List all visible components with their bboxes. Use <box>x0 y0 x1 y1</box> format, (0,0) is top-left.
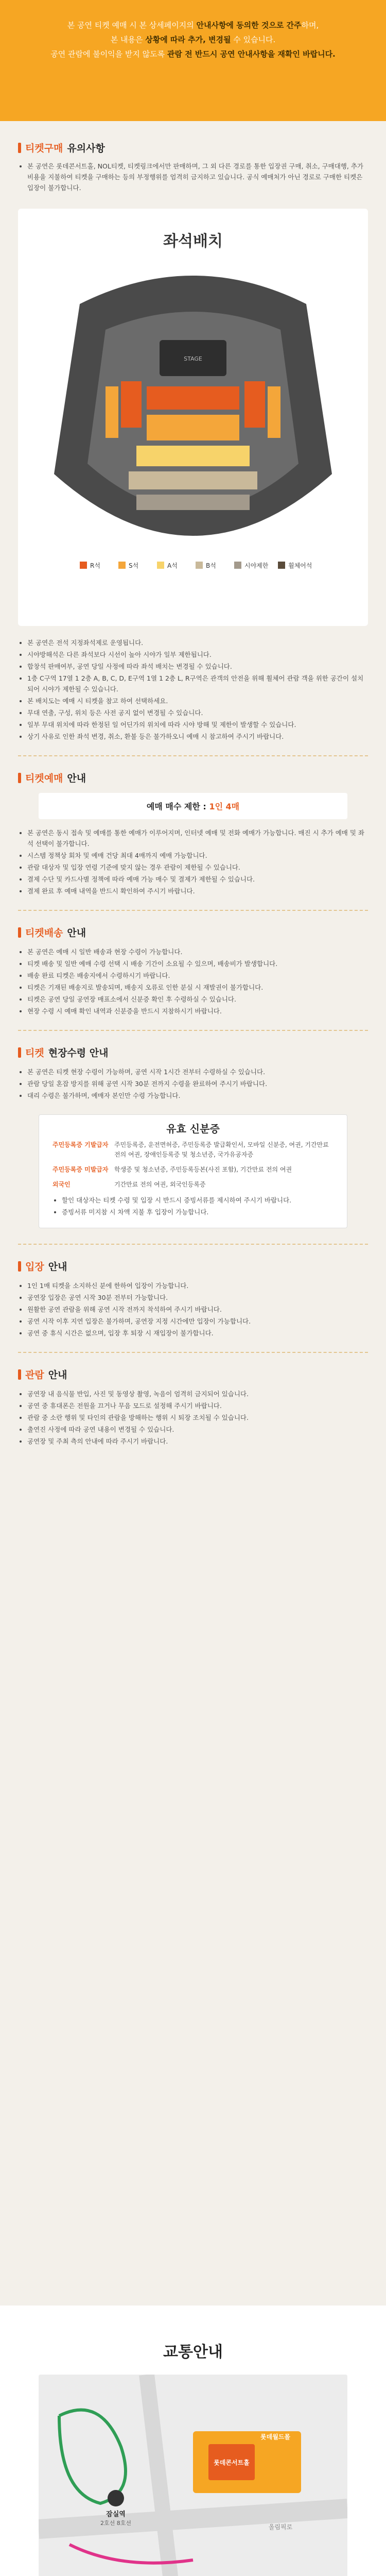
list-item: • 관람 대상자 및 입장 연령 기준에 맞지 않는 경우 관람이 제한될 수 있습니다. <box>27 862 368 873</box>
list-item: • 1인 1매 티켓을 소지하신 분에 한하여 입장이 가능합니다. <box>27 1280 368 1291</box>
onsite-pickup-notes <box>18 1066 368 1101</box>
list-item: • 관람 중 소란 행위 및 타인의 관람을 방해하는 행위 시 퇴장 조치될 수 있습니다. <box>27 1412 368 1423</box>
seating-chart <box>18 209 368 626</box>
delivery-notes <box>18 946 368 1016</box>
list-item: • 무대 연출, 구성, 위치 등은 사전 공지 없이 변경될 수 있습니다. <box>27 707 368 718</box>
banner-line-1-end: 하며, <box>301 21 319 30</box>
legend-swatch <box>278 562 285 569</box>
divider <box>18 1244 368 1245</box>
id-row: 주민등록증 기발급자 주민등록증, 운전면허증, 주민등록증 발급확인서, 모바일 신분증, 여권, 기간만료 전의 여권, 장애인등록증 및 청소년증, 국가유공자증 <box>52 1141 329 1158</box>
section-title: 입장 안내 <box>18 1259 368 1273</box>
list-item: • 본 공연은 동시 접속 및 예매를 통한 예매가 이루어지며, 인터넷 예매 및 전화 예매가 가능합니다. 매진 시 추가 예매 및 좌석 선택이 불가합니다. <box>27 827 368 849</box>
delivery-section <box>18 925 368 1016</box>
list-item: • 결제 수단 및 카드사별 정책에 따라 예매 가능 매수 및 결제가 제한될 수 있습니다. <box>27 874 368 885</box>
admission-notes <box>18 1280 368 1338</box>
ticket-limit-box <box>39 793 347 819</box>
list-item: • 본 배치도는 예매 시 티켓을 참고 하여 선택하세요. <box>27 696 368 706</box>
ticketing-section <box>18 771 368 785</box>
onsite-pickup-section <box>18 1045 368 1101</box>
divider <box>18 1030 368 1031</box>
list-item: • 본 공연은 롯데콘서트홀, NOL티켓, 티켓링크에서만 판매하며, 그 외 다른 경로를 통한 입장권 구매, 취소, 구매대행, 추가비용을 지불하여 티켓을 구매하는 등의 부정행위를 엄격히 금지하고 있습니다. 공식 예매처가 아닌 경로로 구매한 티켓은 입장이 불가합니다. <box>27 161 368 193</box>
section-title: 티켓 현장수령 안내 <box>18 1045 368 1059</box>
stage-label: STAGE <box>184 355 202 362</box>
list-item: • 공연장 입장은 공연 시작 30분 전부터 가능합니다. <box>27 1292 368 1303</box>
seating-notes <box>18 637 368 742</box>
list-item: • 공연 시작 이후 지연 입장은 불가하며, 공연장 지정 시간에만 입장이 가능합니다. <box>27 1316 368 1327</box>
b-seat-block <box>129 471 257 489</box>
title-bar-icon <box>18 1047 21 1058</box>
section-title: 관람 안내 <box>18 1367 368 1381</box>
line-label: 2호선 8호선 <box>100 2520 131 2527</box>
road-label: 올림픽로 <box>268 2523 293 2531</box>
valid-id-title: 유효 신분증 <box>166 1123 220 1135</box>
title-bar-icon <box>18 1261 21 1272</box>
legend-label: B석 <box>206 562 216 569</box>
purchase-notice <box>18 141 368 193</box>
list-item: • 티켓은 기재된 배송지로 발송되며, 배송지 오류로 인한 분실 시 재발권이 불가합니다. <box>27 982 368 993</box>
list-item: • 결제 완료 후 예매 내역을 반드시 확인하여 주시기 바랍니다. <box>27 886 368 896</box>
banner-line-1-highlight: 안내사항에 동의한 것으로 간주 <box>196 21 302 30</box>
section-title: 티켓배송 안내 <box>18 925 368 939</box>
list-item: • 본 공연은 전석 지정좌석제로 운영됩니다. <box>27 637 368 648</box>
valid-id-card <box>39 1114 347 1228</box>
legend-swatch <box>196 562 203 569</box>
title-bar-icon <box>18 1369 21 1380</box>
title-bar-icon <box>18 143 21 153</box>
list-item: • 공연 중 휴식 시간은 없으며, 입장 후 퇴장 시 재입장이 불가합니다. <box>27 1328 368 1338</box>
list-item: • 할인 대상자는 티켓 수령 및 입장 시 반드시 증빙서류를 제시하여 주시기 바랍니다. <box>62 1195 334 1206</box>
list-item: • 티켓은 공연 당일 공연장 매표소에서 신분증 확인 후 수령하실 수 있습니다. <box>27 994 368 1005</box>
section-title: 티켓구매 유의사항 <box>18 141 368 155</box>
title-bar-icon <box>18 773 21 783</box>
seat-map-graphic <box>18 258 368 618</box>
id-notes <box>52 1195 334 1217</box>
list-item: • 관람 당일 혼잡 방지를 위해 공연 시작 30분 전까지 수령을 완료하여 주시기 바랍니다. <box>27 1078 368 1089</box>
legend-label: R석 <box>90 562 100 569</box>
legend-swatch <box>118 562 126 569</box>
list-item: • 시스템 정책상 회차 및 예매 건당 최대 4매까지 예매 가능합니다. <box>27 850 368 861</box>
list-item: • 합창석 판매여부, 공연 당일 사정에 따라 좌석 배치는 변경될 수 있습니다. <box>27 661 368 672</box>
legend-label: 시야제한 <box>244 562 269 569</box>
list-item: • 공연장 및 주최 측의 안내에 따라 주시기 바랍니다. <box>27 1436 368 1447</box>
list-item: • 현장 수령 시 예매 확인 내역과 신분증을 반드시 지참하시기 바랍니다. <box>27 1006 368 1016</box>
banner-line-3-highlight: 관람 전 반드시 공연 안내사항을 재확인 바랍니다. <box>167 49 336 59</box>
ticketing-notes <box>18 827 368 896</box>
seating-title: 좌석배치 <box>163 232 223 250</box>
list-item: • 티켓 배송 및 일반 예매 수령 선택 시 배송 기간이 소요될 수 있으며, 배송비가 발생합니다. <box>27 958 368 969</box>
restricted-seat-block <box>136 495 250 510</box>
viewing-section <box>18 1367 368 1447</box>
station-marker-icon <box>108 2490 124 2506</box>
map-graphic <box>39 2375 347 2576</box>
list-item: • 본 공연은 티켓 현장 수령이 가능하며, 공연 시작 1시간 전부터 수령하실 수 있습니다. <box>27 1066 368 1077</box>
list-item: • 본 공연은 예매 시 일반 배송과 현장 수령이 가능합니다. <box>27 946 368 957</box>
legend-swatch <box>80 562 87 569</box>
list-item: • 증빙서류 미지참 시 차액 지불 후 입장이 가능합니다. <box>62 1207 334 1217</box>
s-seat-block <box>147 415 239 440</box>
traffic-section <box>0 2306 386 2576</box>
section-title: 티켓예매 안내 <box>18 771 368 785</box>
ticket-limit-label: 예매 매수 제한 : <box>146 802 209 811</box>
admission-section <box>18 1259 368 1338</box>
ticketing-notes-section <box>18 827 368 896</box>
legend-label: 휠체어석 <box>288 562 312 569</box>
divider <box>18 755 368 756</box>
list-item: • 배송 완료 티켓은 배송지에서 수령하시기 바랍니다. <box>27 970 368 981</box>
id-row: 외국인 기간만료 전의 여권, 외국인등록증 <box>52 1181 206 1188</box>
r-seat-block <box>147 386 239 410</box>
list-item: • 원활한 공연 관람을 위해 공연 시작 전까지 착석하여 주시기 바랍니다. <box>27 1304 368 1315</box>
station-label: 잠실역 <box>106 2511 126 2518</box>
list-item: • 대리 수령은 불가하며, 예매자 본인만 수령 가능합니다. <box>27 1090 368 1101</box>
divider <box>18 1352 368 1353</box>
list-item: • 시야방해석은 다른 좌석보다 시선이 높아 시야가 일부 제한됩니다. <box>27 649 368 660</box>
divider <box>18 910 368 911</box>
list-item: • 출연진 사정에 따라 공연 내용이 변경될 수 있습니다. <box>27 1424 368 1435</box>
traffic-title: 교통안내 <box>163 2343 223 2361</box>
notice-banner <box>0 0 386 121</box>
location-map <box>39 2375 347 2576</box>
list-item: • 일부 무대 위치에 따라 한정된 일 어딘가의 위치에 따라 시야 방해 및 제한이 발생할 수 있습니다. <box>27 719 368 730</box>
seating-notes-section <box>18 637 368 742</box>
seat-legend <box>80 562 312 569</box>
r-seat-block <box>244 381 265 428</box>
id-row: 주민등록증 미발급자 학생증 및 청소년증, 주민등록등본(사진 포함), 기간만료 전의 여권 <box>52 1166 292 1173</box>
legend-label: A석 <box>167 562 178 569</box>
hall-label: 롯데콘서트홀 <box>214 2459 250 2466</box>
legend-swatch <box>157 562 164 569</box>
banner-line-2-highlight: 상황에 따라 추가, 변경될 <box>145 35 231 44</box>
legend-swatch <box>234 562 241 569</box>
purchase-notes <box>18 161 368 193</box>
a-seat-block <box>136 446 250 466</box>
ticket-limit-value: 1인 4매 <box>209 802 240 811</box>
banner-line-1: 본 공연 티켓 예매 시 본 상세페이지의 <box>67 21 197 30</box>
r-seat-block <box>121 381 142 428</box>
s-seat-block <box>106 386 118 438</box>
mall-label: 롯데월드몰 <box>260 2433 290 2441</box>
list-item: • 공연 중 휴대폰은 전원을 끄거나 무음 모드로 설정해 주시기 바랍니다. <box>27 1400 368 1411</box>
banner-line-2-end: 수 있습니다. <box>231 35 276 44</box>
list-item: • 1층 C구역 17열 1 2층 A, B, C, D, E구역 1열 1 2층 L, R구역은 관객의 안전을 위해 휠체어 관람 객을 위한 공간이 설치되어 시야가 제한될 수 있습니다. <box>27 673 368 694</box>
title-bar-icon <box>18 927 21 938</box>
viewing-notes <box>18 1388 368 1447</box>
banner-line-2: 본 내용은 <box>110 35 146 44</box>
list-item: • 공연장 내 음식물 반입, 사진 및 동영상 촬영, 녹음이 엄격히 금지되어 있습니다. <box>27 1388 368 1399</box>
banner-line-3: 공연 관람에 불이익을 받지 않도록 <box>50 49 167 59</box>
list-item: • 상기 사유로 인한 좌석 변경, 취소, 환불 등은 불가하오니 예매 시 참고하여 주시기 바랍니다. <box>27 731 368 742</box>
s-seat-block <box>268 386 280 438</box>
legend-label: S석 <box>129 562 139 569</box>
